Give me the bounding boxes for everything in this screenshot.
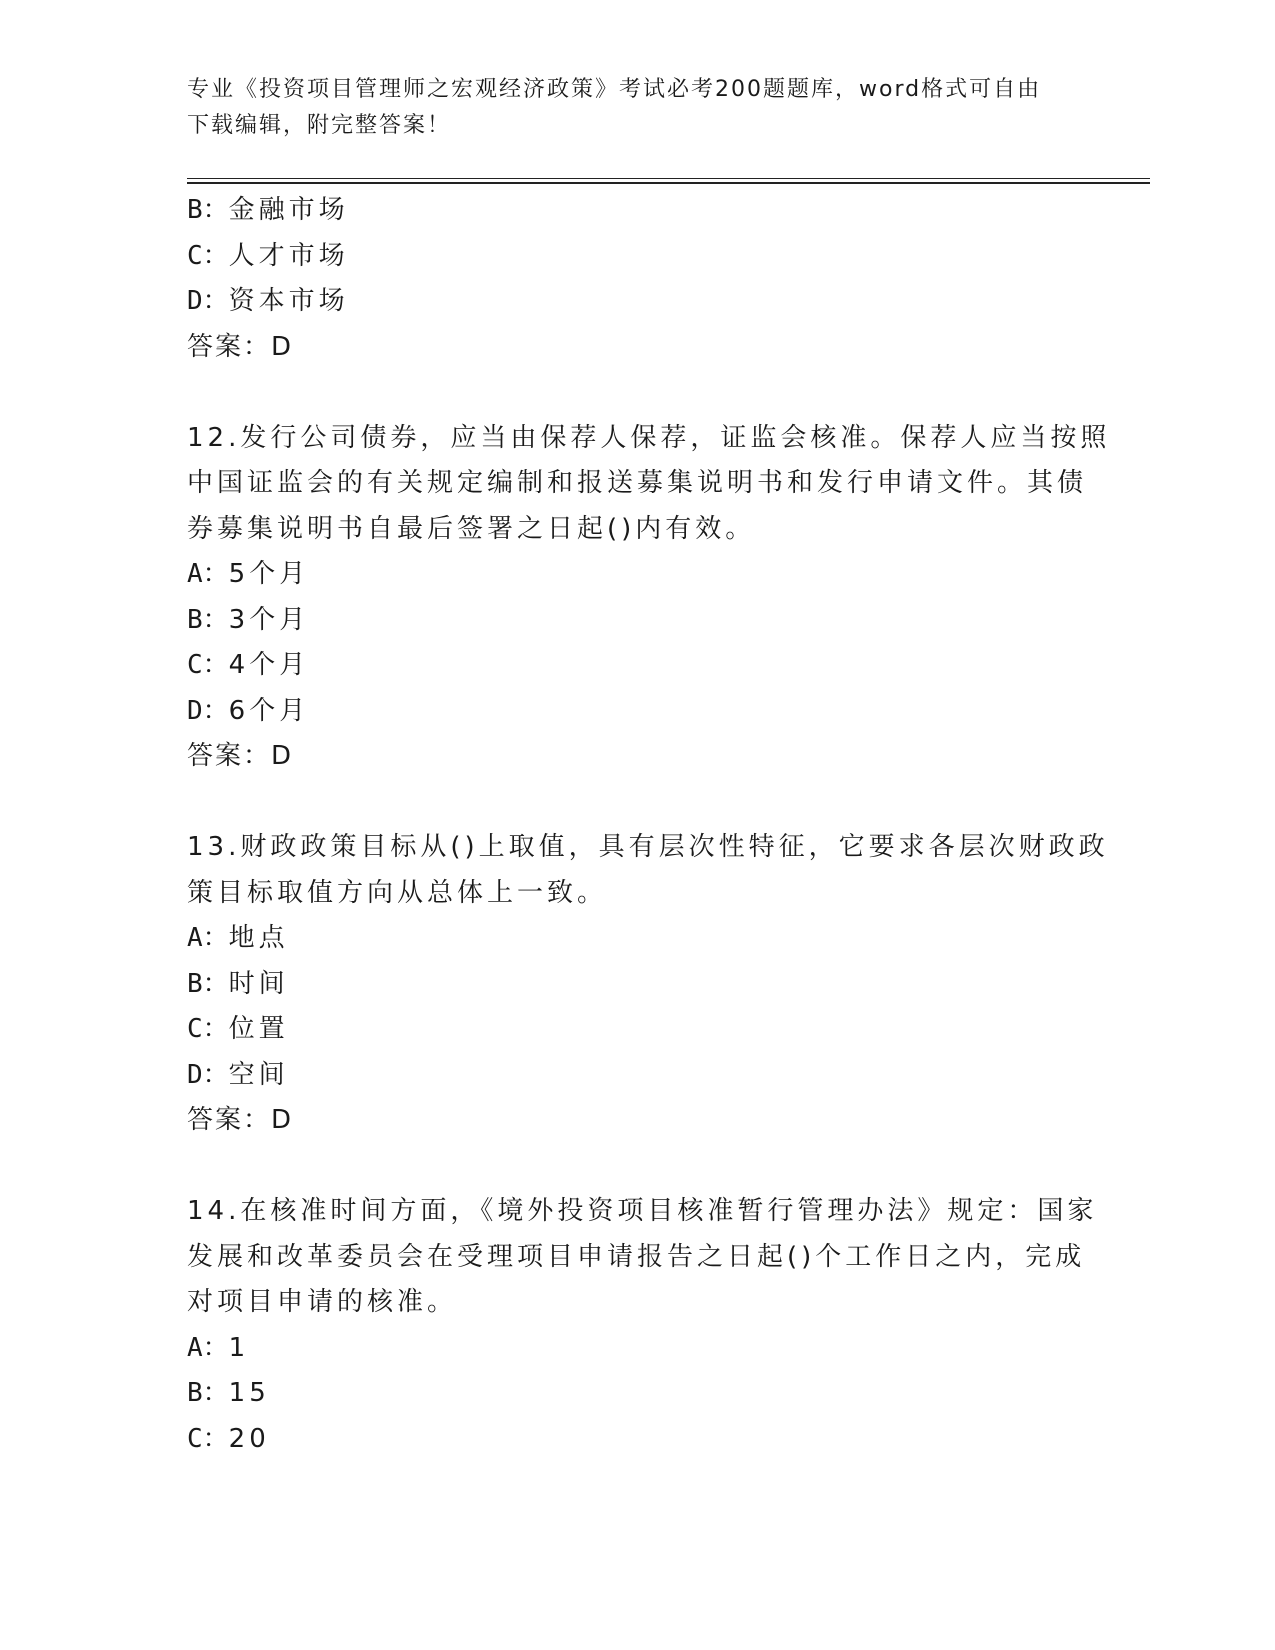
header-rule-thick bbox=[187, 182, 1150, 184]
question-stem-line: 12.发行公司债券，应当由保荐人保荐，证监会核准。保荐人应当按照 bbox=[187, 422, 1111, 453]
question-stem-line: 对项目申请的核准。 bbox=[187, 1287, 458, 1317]
option-a: A：1 bbox=[187, 1332, 250, 1363]
header-rule-thin bbox=[187, 178, 1150, 179]
question-content bbox=[187, 188, 1111, 1462]
option-c: C：4个月 bbox=[187, 650, 310, 680]
question-14 bbox=[187, 1189, 1098, 1462]
option-b: B：时间 bbox=[187, 968, 289, 999]
option-c: C：20 bbox=[187, 1423, 270, 1454]
question-stem-line: 13.财政政策目标从()上取值，具有层次性特征，它要求各层次财政政 bbox=[187, 832, 1109, 862]
option-b: B：15 bbox=[187, 1378, 270, 1408]
question-stem-line: 发展和改革委员会在受理项目申请报告之日起()个工作日之内，完成 bbox=[187, 1241, 1086, 1272]
option-a: A：地点 bbox=[187, 923, 289, 953]
question-stem-line: 14.在核准时间方面，《境外投资项目核准暂行管理办法》规定：国家 bbox=[187, 1196, 1098, 1226]
answer: 答案：D bbox=[187, 331, 294, 362]
question-13 bbox=[187, 825, 1109, 1144]
header-line-2: 下载编辑，附完整答案！ bbox=[187, 113, 452, 138]
header-line-1: 专业《投资项目管理师之宏观经济政策》考试必考200题题库，word格式可自由 bbox=[187, 77, 1042, 102]
answer: 答案：D bbox=[187, 741, 294, 771]
question-stem-line: 策目标取值方向从总体上一致。 bbox=[187, 877, 608, 908]
option-d: D：6个月 bbox=[187, 695, 310, 726]
option-d: D：空间 bbox=[187, 1059, 289, 1090]
question-stem-line: 券募集说明书自最后签署之日起()内有效。 bbox=[187, 513, 756, 544]
question-12 bbox=[187, 416, 1111, 780]
option-a: A：5个月 bbox=[187, 559, 310, 589]
question-stem-line: 中国证监会的有关规定编制和报送募集说明书和发行申请文件。其债 bbox=[187, 468, 1088, 498]
option-d: D：资本市场 bbox=[187, 286, 349, 316]
answer: 答案：D bbox=[187, 1105, 294, 1135]
option-b: B：3个月 bbox=[187, 604, 310, 635]
option-c: C：位置 bbox=[187, 1014, 289, 1044]
option-b: B：金融市场 bbox=[187, 195, 349, 225]
option-c: C：人才市场 bbox=[187, 240, 349, 271]
previous-question-fragment bbox=[187, 188, 1087, 370]
document-header bbox=[187, 72, 1087, 144]
